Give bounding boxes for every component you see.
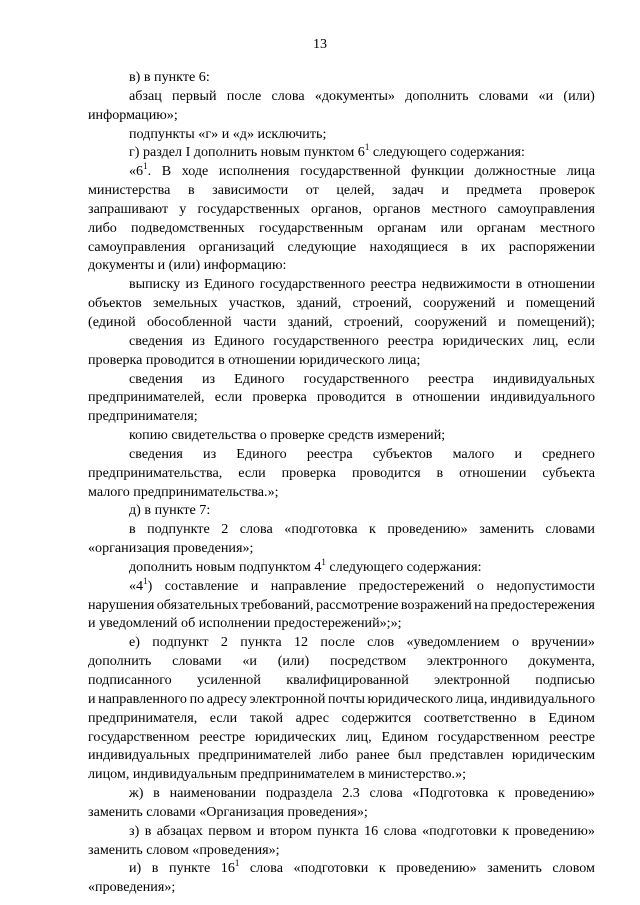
text-line: дополнить словами «и (или) посредством электронного документа, bbox=[88, 653, 595, 670]
text-line: заменить словом «проведения»; bbox=[88, 841, 280, 858]
text-line: з) в абзацах первом и втором пункта 16 слова «подготовки к проведению» bbox=[129, 822, 595, 839]
text-line: дополнить новым подпунктом $4^1$ следующего содержания: bbox=[129, 556, 482, 575]
text-line: ж) в наименовании подраздела 2.3 слова «Подготовка к проведению» bbox=[129, 785, 595, 802]
text-line: абзац первый после слова «документы» дополнить словами «и (или) bbox=[129, 87, 595, 104]
text-line: либо подведомственных государственным органам или органам местного bbox=[88, 219, 595, 236]
text-line: предпринимателей, если проверка проводится в отношении индивидуального bbox=[88, 389, 595, 406]
text-line: «$6^1$. В ходе исполнения государственной функции должностные лица bbox=[129, 161, 595, 180]
text-line: в подпункте 2 слова «подготовка к проведению» заменить словами bbox=[129, 521, 595, 538]
text-line: предпринимателя, если такой адрес содержится соответственно в Едином bbox=[88, 709, 595, 726]
text-line: и уведомлений об исполнении предостережений»;»; bbox=[88, 615, 402, 632]
text-line: предпринимателя; bbox=[88, 408, 198, 425]
text-line: г) раздел I дополнить новым пунктом $6^1$ следующего содержания: bbox=[129, 142, 525, 161]
text-line: заменить словами «Организация проведения»; bbox=[88, 803, 368, 820]
text-line: министерства в зависимости от целей, задач и предмета проверок bbox=[88, 182, 595, 199]
text-line: е) подпункт 2 пункта 12 после слов «уведомлением о вручении» bbox=[129, 634, 595, 651]
text-line: и) в пункте $16^1$ слова «подготовки к проведению» заменить словом bbox=[129, 858, 595, 877]
text-line: самоуправления организаций следующие находящиеся в их распоряжении bbox=[88, 238, 595, 255]
text-line: подписанного усиленной квалифицированной электронной подписью bbox=[88, 672, 595, 688]
text-line: подпункты «г» и «д» исключить; bbox=[129, 125, 327, 142]
document-body bbox=[88, 68, 595, 897]
text-line: сведения из Единого государственного реестра индивидуальных bbox=[129, 370, 595, 387]
text-line: объектов земельных участков, зданий, строений, сооружений и помещений bbox=[88, 295, 595, 312]
text-line: «проведения»; bbox=[88, 879, 176, 896]
text-line: (единой обособленной части зданий, строений, сооружений и помещений); bbox=[88, 313, 595, 330]
text-line: сведения из Единого государственного реестра юридических лиц, если bbox=[129, 332, 595, 349]
page-number: 13 bbox=[312, 36, 328, 52]
text-line: предпринимательства, если проверка проводится в отношении субъекта bbox=[88, 464, 595, 481]
text-line: государственном реестре юридических лиц, Едином государственном реестре bbox=[88, 728, 595, 745]
text-line: сведения из Единого реестра субъектов малого и среднего bbox=[129, 445, 595, 462]
text-line: индивидуальных предпринимателей либо ранее был представлен юридическим bbox=[88, 747, 595, 764]
text-line: проверка проводится в отношении юридического лица; bbox=[88, 351, 421, 368]
text-line: в) в пункте 6: bbox=[129, 69, 210, 85]
text-line: «$4^1$) составление и направление предостережений о недопустимости bbox=[129, 575, 595, 594]
text-line: выписку из Единого государственного реестра недвижимости в отношении bbox=[129, 276, 595, 293]
text-line: копию свидетельства о проверке средств измерений; bbox=[129, 427, 446, 444]
text-line: информацию»; bbox=[88, 106, 178, 123]
text-line: малого предпринимательства.»; bbox=[88, 483, 279, 500]
text-line: «организация проведения»; bbox=[88, 540, 254, 557]
text-line: лицом, индивидуальным предпринимателем в министерство.»; bbox=[88, 766, 467, 783]
text-line: д) в пункте 7: bbox=[129, 502, 211, 519]
text-line: запрашивают у государственных органов, органов местного самоуправления bbox=[88, 200, 595, 217]
text-line: и направленного по адресу электронной почты юридического лица, индивидуального bbox=[88, 690, 595, 707]
text-line: документы и (или) информацию: bbox=[88, 257, 287, 274]
text-line: нарушения обязательных требований, рассмотрение возражений на предостережения bbox=[88, 596, 595, 613]
